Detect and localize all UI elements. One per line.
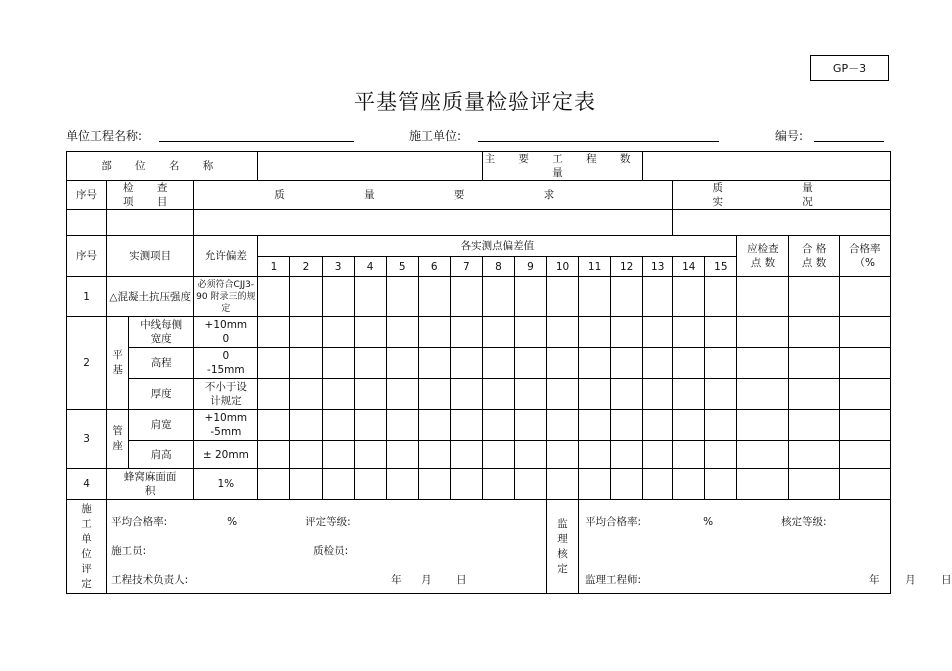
point-cell[interactable] — [611, 348, 643, 379]
pass-rate-cell[interactable] — [839, 410, 890, 441]
should-check-cell[interactable] — [737, 348, 789, 379]
unit-project-label: 单位工程名称: — [66, 129, 143, 143]
point-header: 2 — [290, 257, 322, 277]
check-item-header: 检 查 项 目 — [107, 181, 194, 210]
pass-rate-cell[interactable] — [839, 317, 890, 348]
point-header: 9 — [514, 257, 546, 277]
point-cell[interactable] — [450, 348, 482, 379]
inspection-table — [66, 151, 952, 594]
form-code: GP－3 — [810, 55, 889, 81]
point-cell[interactable] — [643, 317, 673, 348]
point-cell[interactable] — [450, 469, 482, 500]
quality-actual-header: 质 量 实 况 — [673, 181, 891, 210]
should-check-header — [737, 236, 789, 277]
row-tolerance — [194, 317, 258, 348]
month-label-r: 月 — [905, 573, 916, 586]
point-cell[interactable] — [258, 410, 290, 441]
point-cell[interactable] — [450, 379, 482, 410]
point-cell[interactable] — [482, 469, 514, 500]
measure-seq-header: 序号 — [67, 236, 107, 277]
tolerance-line1: +10mm — [204, 319, 248, 331]
point-cell[interactable] — [386, 410, 418, 441]
point-cell[interactable] — [258, 348, 290, 379]
row-item: 蜂窝麻面面积 — [107, 469, 194, 500]
main-quantity-field[interactable] — [643, 152, 891, 181]
part-name-field[interactable] — [258, 152, 482, 181]
pass-rate-line1: 合格率 — [849, 243, 881, 255]
row-tolerance: 1% — [194, 469, 258, 500]
point-cell[interactable] — [705, 317, 737, 348]
point-header: 7 — [450, 257, 482, 277]
row-item: 中线每侧宽度 — [129, 317, 194, 348]
point-cell[interactable] — [579, 348, 611, 379]
point-cell[interactable] — [611, 277, 643, 317]
avg-rate-percent-r: % — [703, 515, 714, 528]
row-item: 肩宽 — [129, 410, 194, 441]
point-cell[interactable] — [482, 379, 514, 410]
point-cell[interactable] — [514, 348, 546, 379]
point-cell[interactable] — [547, 348, 579, 379]
tolerance-line1: 0 — [222, 350, 230, 362]
pass-count-cell[interactable] — [789, 379, 839, 410]
point-cell[interactable] — [386, 469, 418, 500]
point-cell[interactable] — [705, 277, 737, 317]
pass-count-line2: 点 数 — [801, 257, 827, 269]
avg-rate-label: 平均合格率: — [111, 515, 168, 528]
construction-unit-field[interactable] — [478, 141, 719, 142]
row-item: 厚度 — [129, 379, 194, 410]
point-cell[interactable] — [611, 379, 643, 410]
tech-lead-label: 工程技术负责人: — [111, 573, 189, 586]
point-header: 12 — [611, 257, 643, 277]
point-cell[interactable] — [547, 379, 579, 410]
pass-count-cell[interactable] — [789, 277, 839, 317]
point-cell[interactable] — [482, 277, 514, 317]
should-check-cell[interactable] — [737, 379, 789, 410]
point-cell[interactable] — [643, 441, 673, 469]
point-cell[interactable] — [418, 348, 450, 379]
point-cell[interactable] — [579, 379, 611, 410]
point-cell[interactable] — [611, 410, 643, 441]
point-header: 14 — [673, 257, 705, 277]
pass-count-cell[interactable] — [789, 317, 839, 348]
point-cell[interactable] — [482, 410, 514, 441]
point-cell[interactable] — [322, 348, 354, 379]
point-cell[interactable] — [450, 410, 482, 441]
point-cell[interactable] — [258, 469, 290, 500]
pass-rate-header — [839, 236, 890, 277]
point-cell[interactable] — [418, 317, 450, 348]
point-cell[interactable] — [514, 379, 546, 410]
table-row — [67, 317, 891, 348]
pass-count-cell[interactable] — [789, 348, 839, 379]
row-tolerance — [194, 410, 258, 441]
point-cell[interactable] — [705, 410, 737, 441]
point-header: 5 — [386, 257, 418, 277]
tolerance-line1: +10mm — [204, 412, 248, 424]
point-cell[interactable] — [418, 441, 450, 469]
point-cell[interactable] — [673, 317, 705, 348]
point-cell[interactable] — [705, 469, 737, 500]
tolerance-line2: -5mm — [210, 426, 242, 438]
page-title: 平基管座质量检验评定表 — [354, 90, 596, 114]
point-cell[interactable] — [322, 379, 354, 410]
row-tolerance: 不小于设计规定 — [194, 379, 258, 410]
point-cell[interactable] — [354, 441, 386, 469]
point-cell[interactable] — [386, 277, 418, 317]
point-cell[interactable] — [418, 277, 450, 317]
point-cell[interactable] — [258, 317, 290, 348]
point-cell[interactable] — [705, 379, 737, 410]
should-check-cell[interactable] — [737, 410, 789, 441]
row-seq: 1 — [67, 277, 107, 317]
should-check-cell[interactable] — [737, 441, 789, 469]
worker-label: 施工员: — [111, 544, 147, 557]
point-cell[interactable] — [258, 441, 290, 469]
point-header: 13 — [643, 257, 673, 277]
point-header: 10 — [547, 257, 579, 277]
point-cell[interactable] — [673, 277, 705, 317]
point-cell[interactable] — [611, 469, 643, 500]
pass-count-line1: 合 格 — [801, 243, 827, 255]
number-field[interactable] — [814, 141, 884, 142]
point-cell[interactable] — [354, 410, 386, 441]
point-cell[interactable] — [673, 441, 705, 469]
point-cell[interactable] — [418, 379, 450, 410]
point-cell[interactable] — [673, 469, 705, 500]
day-label: 日 — [456, 573, 467, 586]
number-label: 编号: — [775, 129, 804, 143]
quality-actual-cell[interactable] — [673, 210, 891, 236]
quality-requirement-header: 质 量 要 求 — [194, 181, 673, 210]
eval-grade-label: 评定等级: — [305, 515, 351, 528]
point-cell[interactable] — [579, 317, 611, 348]
should-check-line1: 应检查 — [747, 243, 779, 255]
table-row — [67, 348, 891, 379]
point-cell[interactable] — [450, 317, 482, 348]
row-tolerance: 必须符合CJJ3-90 附录三的规定 — [194, 277, 258, 317]
main-quantity-label: 主 要 工 程 数 量 — [482, 152, 642, 181]
year-label: 年 — [391, 573, 402, 586]
point-cell[interactable] — [354, 379, 386, 410]
row-seq: 2 — [67, 317, 107, 410]
point-cell[interactable] — [322, 317, 354, 348]
point-cell[interactable] — [354, 277, 386, 317]
point-cell[interactable] — [386, 317, 418, 348]
point-cell[interactable] — [354, 317, 386, 348]
point-cell[interactable] — [258, 379, 290, 410]
point-cell[interactable] — [673, 379, 705, 410]
deviation-title: 各实测点偏差值 — [258, 236, 737, 257]
row-group-pingji: 平基 — [107, 317, 129, 410]
row-tolerance — [194, 348, 258, 379]
row-item: 高程 — [129, 348, 194, 379]
point-cell[interactable] — [514, 469, 546, 500]
point-header: 1 — [258, 257, 290, 277]
point-cell[interactable] — [290, 441, 322, 469]
point-cell[interactable] — [450, 277, 482, 317]
point-cell[interactable] — [290, 379, 322, 410]
point-cell[interactable] — [258, 277, 290, 317]
point-cell[interactable] — [290, 277, 322, 317]
should-check-line2: 点 数 — [750, 257, 776, 269]
point-cell[interactable] — [547, 469, 579, 500]
point-header: 4 — [354, 257, 386, 277]
point-cell[interactable] — [611, 317, 643, 348]
table-row — [67, 410, 891, 441]
point-cell[interactable] — [643, 410, 673, 441]
part-name-label: 部 位 名 称 — [67, 152, 258, 181]
point-cell[interactable] — [643, 348, 673, 379]
point-cell[interactable] — [322, 441, 354, 469]
point-header: 8 — [482, 257, 514, 277]
point-cell[interactable] — [482, 348, 514, 379]
table-row — [67, 277, 891, 317]
point-cell[interactable] — [290, 410, 322, 441]
table-row — [67, 441, 891, 469]
point-cell[interactable] — [611, 441, 643, 469]
avg-rate-percent: % — [227, 515, 238, 528]
point-cell[interactable] — [322, 469, 354, 500]
point-cell[interactable] — [514, 317, 546, 348]
row-group-guanzuo: 管座 — [107, 410, 129, 469]
inspector-label: 质检员: — [313, 544, 349, 557]
engineer-label: 监理工程师: — [585, 573, 642, 586]
table-row — [67, 469, 891, 500]
table-row — [67, 379, 891, 410]
pass-rate-cell[interactable] — [839, 277, 890, 317]
point-cell[interactable] — [386, 379, 418, 410]
row-seq: 3 — [67, 410, 107, 469]
point-cell[interactable] — [514, 441, 546, 469]
should-check-cell[interactable] — [737, 469, 789, 500]
construction-eval-section — [107, 500, 547, 594]
point-cell[interactable] — [482, 317, 514, 348]
point-cell[interactable] — [290, 317, 322, 348]
point-cell[interactable] — [354, 348, 386, 379]
supervision-label: 监理核定 — [547, 500, 579, 594]
point-cell[interactable] — [673, 348, 705, 379]
point-header: 15 — [705, 257, 737, 277]
point-cell[interactable] — [354, 469, 386, 500]
seq-header: 序号 — [67, 181, 107, 210]
unit-project-field[interactable] — [159, 141, 354, 142]
point-cell[interactable] — [643, 277, 673, 317]
verify-grade-label: 核定等级: — [781, 515, 827, 528]
pass-rate-cell[interactable] — [839, 469, 890, 500]
pass-rate-line2: （% — [854, 257, 876, 269]
point-cell[interactable] — [514, 410, 546, 441]
row-item: 肩高 — [129, 441, 194, 469]
pass-rate-cell[interactable] — [839, 441, 890, 469]
point-cell[interactable] — [643, 379, 673, 410]
point-cell[interactable] — [290, 469, 322, 500]
point-cell[interactable] — [482, 441, 514, 469]
point-header: 11 — [579, 257, 611, 277]
tolerance-line2: 0 — [222, 333, 230, 345]
point-cell[interactable] — [547, 441, 579, 469]
row-item: △混凝土抗压强度 — [107, 277, 194, 317]
seq-cell[interactable] — [67, 210, 107, 236]
point-cell[interactable] — [579, 469, 611, 500]
point-cell[interactable] — [547, 410, 579, 441]
point-cell[interactable] — [322, 277, 354, 317]
point-cell[interactable] — [450, 441, 482, 469]
point-cell[interactable] — [386, 441, 418, 469]
pass-count-cell[interactable] — [789, 441, 839, 469]
point-cell[interactable] — [705, 348, 737, 379]
pass-count-header — [789, 236, 839, 277]
point-cell[interactable] — [418, 410, 450, 441]
construction-eval-label: 施工单位评定 — [67, 500, 107, 594]
point-cell[interactable] — [386, 348, 418, 379]
point-cell[interactable] — [514, 277, 546, 317]
day-label-r: 日 — [941, 573, 952, 586]
construction-unit-label: 施工单位: — [409, 129, 462, 143]
should-check-cell[interactable] — [737, 317, 789, 348]
pass-rate-cell[interactable] — [839, 379, 890, 410]
year-label-r: 年 — [869, 573, 880, 586]
tolerance-header: 允许偏差 — [194, 236, 258, 277]
should-check-cell[interactable] — [737, 277, 789, 317]
check-item-cell[interactable] — [107, 210, 194, 236]
point-header: 6 — [418, 257, 450, 277]
pass-rate-cell[interactable] — [839, 348, 890, 379]
pass-count-cell[interactable] — [789, 469, 839, 500]
quality-requirement-cell[interactable] — [194, 210, 673, 236]
supervision-section — [579, 500, 952, 594]
row-seq: 4 — [67, 469, 107, 500]
point-cell[interactable] — [547, 277, 579, 317]
point-cell[interactable] — [705, 441, 737, 469]
row-tolerance: ± 20mm — [194, 441, 258, 469]
point-cell[interactable] — [290, 348, 322, 379]
tolerance-line2: -15mm — [207, 364, 245, 376]
point-cell[interactable] — [322, 410, 354, 441]
point-cell[interactable] — [579, 277, 611, 317]
measure-item-header: 实测项目 — [107, 236, 194, 277]
point-header: 3 — [322, 257, 354, 277]
point-cell[interactable] — [418, 469, 450, 500]
pass-count-cell[interactable] — [789, 410, 839, 441]
point-cell[interactable] — [547, 317, 579, 348]
month-label: 月 — [421, 573, 432, 586]
avg-rate-label-r: 平均合格率: — [585, 515, 642, 528]
point-cell[interactable] — [579, 410, 611, 441]
point-cell[interactable] — [673, 410, 705, 441]
point-cell[interactable] — [579, 441, 611, 469]
point-cell[interactable] — [643, 469, 673, 500]
